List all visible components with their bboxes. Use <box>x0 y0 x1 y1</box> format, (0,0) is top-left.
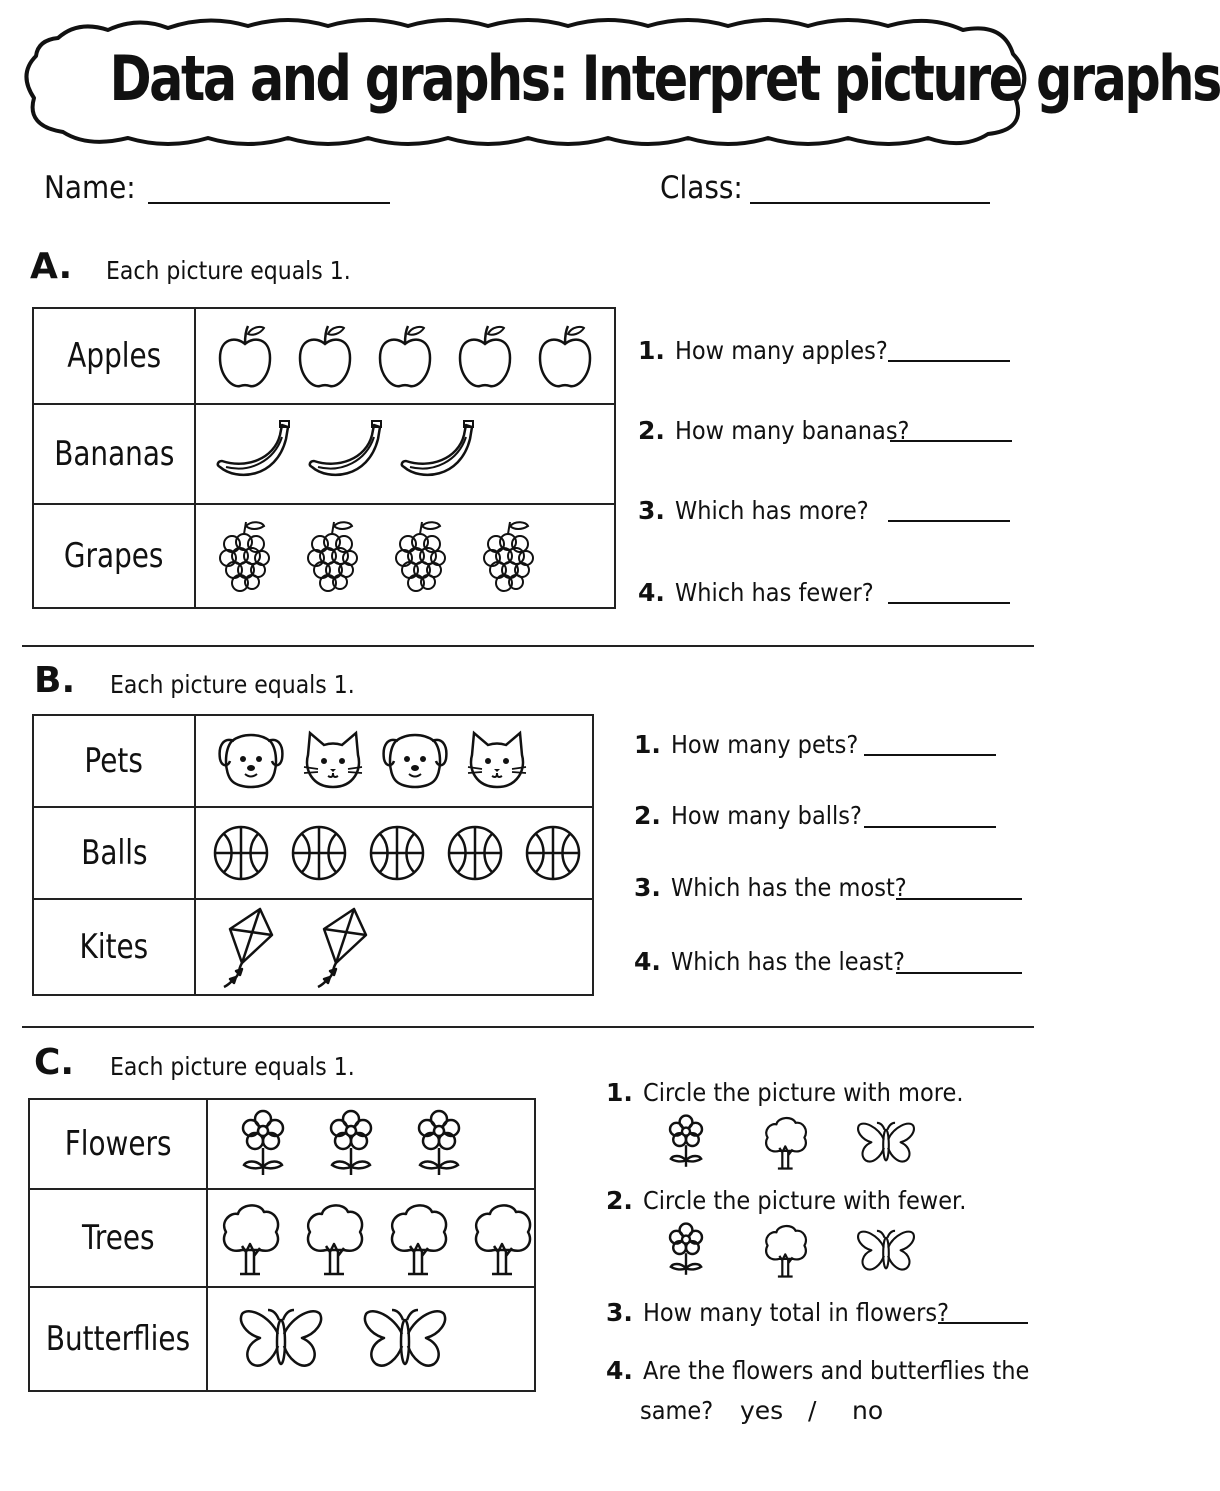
answer-a2-input[interactable] <box>890 440 1012 442</box>
apple-icon <box>296 322 354 390</box>
butterfly-icon <box>362 1306 448 1372</box>
graph-row-bananas <box>33 404 615 504</box>
grapes-icon <box>392 516 448 596</box>
row-label-trees: Trees <box>29 1189 207 1287</box>
graph-row-grapes <box>33 504 615 608</box>
basketball-icon <box>446 824 504 882</box>
section-divider <box>22 645 1034 647</box>
cat-icon <box>464 729 530 793</box>
butterfly-icon[interactable] <box>856 1120 916 1166</box>
question-a4: 4. Which has fewer? <box>638 578 874 607</box>
banana-icon <box>400 419 478 489</box>
class-label: Class: <box>660 170 743 206</box>
row-label-kites: Kites <box>33 899 195 995</box>
option-separator: / <box>808 1396 817 1425</box>
apple-icon <box>536 322 594 390</box>
cat-icon <box>300 729 366 793</box>
section-c-picture-graph <box>28 1098 536 1392</box>
question-b1: 1. How many pets? <box>634 730 859 759</box>
name-field[interactable] <box>148 202 390 204</box>
section-a-picture-graph <box>32 307 616 609</box>
question-c2-choices <box>660 1222 930 1282</box>
butterfly-icon[interactable] <box>856 1228 916 1274</box>
basketball-icon <box>290 824 348 882</box>
row-label-pets: Pets <box>33 715 195 807</box>
grapes-icon <box>304 516 360 596</box>
question-c4: 4. Are the flowers and butterflies the <box>606 1356 1030 1385</box>
row-label-apples: Apples <box>33 308 195 404</box>
section-b-note: Each picture equals 1. <box>110 670 355 699</box>
section-b-picture-graph <box>32 714 594 996</box>
basketball-icon <box>524 824 582 882</box>
title-banner <box>18 14 1220 150</box>
answer-b2-input[interactable] <box>864 826 996 828</box>
question-c3: 3. How many total in flowers? <box>606 1298 949 1327</box>
page-title: Data and graphs: Interpret picture graphs <box>109 42 1220 115</box>
option-no[interactable]: no <box>852 1396 884 1425</box>
row-icons-grapes <box>195 504 615 608</box>
row-icons-bananas <box>195 404 615 504</box>
tree-icon[interactable] <box>762 1222 810 1278</box>
flower-icon[interactable] <box>666 1222 706 1278</box>
apple-icon <box>456 322 514 390</box>
question-c1-choices <box>660 1114 930 1174</box>
graph-row-flowers <box>29 1099 535 1189</box>
flower-icon[interactable] <box>666 1114 706 1170</box>
row-label-balls: Balls <box>33 807 195 899</box>
question-a2: 2. How many bananas? <box>638 416 910 445</box>
answer-a4-input[interactable] <box>888 602 1010 604</box>
kite-icon <box>310 905 368 989</box>
graph-row-butterflies <box>29 1287 535 1391</box>
apple-icon <box>376 322 434 390</box>
kite-icon <box>216 905 274 989</box>
answer-a1-input[interactable] <box>888 360 1010 362</box>
graph-row-balls <box>33 807 593 899</box>
question-b3: 3. Which has the most? <box>634 873 907 902</box>
tree-icon <box>304 1200 366 1276</box>
answer-a3-input[interactable] <box>888 520 1010 522</box>
option-yes[interactable]: yes <box>740 1396 784 1425</box>
tree-icon[interactable] <box>762 1114 810 1170</box>
row-icons-kites <box>195 899 593 995</box>
section-divider <box>22 1026 1034 1028</box>
name-label: Name: <box>44 170 136 206</box>
basketball-icon <box>368 824 426 882</box>
grapes-icon <box>480 516 536 596</box>
banana-icon <box>308 419 386 489</box>
graph-row-apples <box>33 308 615 404</box>
answer-b1-input[interactable] <box>864 754 996 756</box>
graph-row-kites <box>33 899 593 995</box>
graph-row-pets <box>33 715 593 807</box>
dog-icon <box>380 729 450 793</box>
tree-icon <box>472 1200 534 1276</box>
dog-icon <box>216 729 286 793</box>
row-label-bananas: Bananas <box>33 404 195 504</box>
flower-icon <box>238 1109 288 1179</box>
section-a-note: Each picture equals 1. <box>106 256 351 285</box>
basketball-icon <box>212 824 270 882</box>
row-label-grapes: Grapes <box>33 504 195 608</box>
butterfly-icon <box>238 1306 324 1372</box>
row-icons-apples <box>195 308 615 404</box>
apple-icon <box>216 322 274 390</box>
tree-icon <box>388 1200 450 1276</box>
row-icons-flowers <box>207 1099 535 1189</box>
question-c1: 1. Circle the picture with more. <box>606 1078 964 1107</box>
section-c-letter: C. <box>34 1042 75 1083</box>
row-icons-pets <box>195 715 593 807</box>
question-b2: 2. How many balls? <box>634 801 862 830</box>
row-icons-butterflies <box>207 1287 535 1391</box>
flower-icon <box>414 1109 464 1179</box>
section-b-letter: B. <box>34 660 76 701</box>
answer-b4-input[interactable] <box>896 972 1022 974</box>
question-c2: 2. Circle the picture with fewer. <box>606 1186 967 1215</box>
section-a-letter: A. <box>30 246 73 287</box>
answer-c3-input[interactable] <box>938 1322 1028 1324</box>
tree-icon <box>220 1200 282 1276</box>
question-a3: 3. Which has more? <box>638 496 869 525</box>
question-c4-line2: same? <box>640 1396 714 1425</box>
row-label-flowers: Flowers <box>29 1099 207 1189</box>
row-icons-trees <box>207 1189 535 1287</box>
section-c-note: Each picture equals 1. <box>110 1052 355 1081</box>
class-field[interactable] <box>750 202 990 204</box>
row-label-butterflies: Butterflies <box>29 1287 207 1391</box>
graph-row-trees <box>29 1189 535 1287</box>
flower-icon <box>326 1109 376 1179</box>
banana-icon <box>216 419 294 489</box>
question-b4: 4. Which has the least? <box>634 947 905 976</box>
grapes-icon <box>216 516 272 596</box>
answer-b3-input[interactable] <box>896 898 1022 900</box>
question-a1: 1. How many apples? <box>638 336 888 365</box>
row-icons-balls <box>195 807 593 899</box>
